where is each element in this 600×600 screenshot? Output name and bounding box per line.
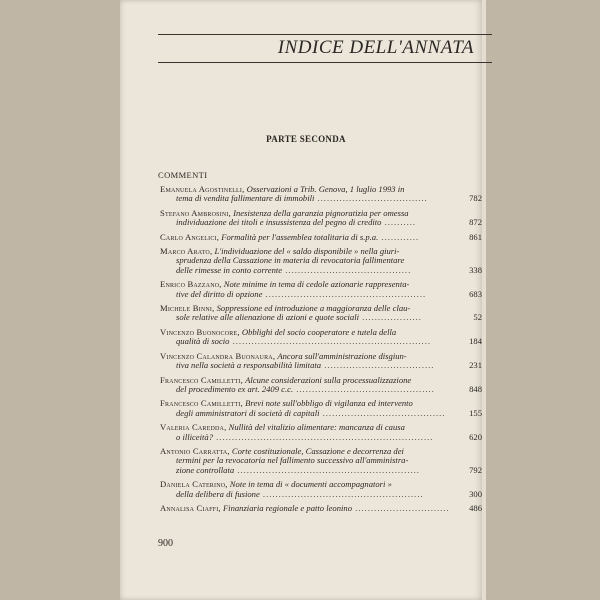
index-entry (160, 423, 482, 442)
entry-author: Stefano Ambrosini, (160, 208, 231, 218)
entry-first-line (160, 304, 456, 313)
entry-author: Marco Arato, (160, 247, 213, 257)
entry-title-continuation: qualità di socio (176, 337, 230, 347)
entry-title-continuation: o illiceità? (176, 432, 213, 442)
leader-dots: .......................................................... (234, 465, 420, 475)
index-entry (160, 233, 482, 242)
entry-page-number: 683 (469, 288, 482, 299)
entry-page-number: 338 (469, 264, 482, 275)
leader-dots: .............................. (352, 503, 450, 513)
entry-author: Enrico Bazzano, (160, 280, 222, 290)
entry-author: Daniela Caterino, (160, 480, 228, 490)
entry-author: Valeria Caredda, (160, 423, 227, 433)
header-rule-bottom (158, 62, 492, 63)
entry-continuation-line (160, 433, 456, 442)
entry-page-number: 782 (469, 193, 482, 204)
index-entry (160, 480, 482, 499)
entry-first-line (160, 447, 456, 456)
entry-continuation-line (160, 194, 456, 203)
leader-dots: .......... (381, 218, 417, 228)
entry-title-continuation: tema di vendita fallimentare di immobili (176, 194, 315, 204)
entry-page-number: 300 (469, 488, 482, 499)
leader-dots: ................................................... (259, 489, 424, 499)
entry-title-continuation: degli amministratori di società di capitali (176, 408, 320, 418)
entry-page-number: 620 (469, 431, 482, 442)
entry-continuation-line (160, 361, 456, 370)
entry-continuation-line (160, 490, 456, 499)
running-head: INDICE DELL'ANNATA (277, 37, 474, 58)
entry-title: Note minime in tema di cedole azionarie rappresenta- (223, 280, 410, 290)
header-rule-top (158, 34, 492, 35)
leader-dots: ................................... (321, 361, 435, 371)
entry-title: Brevi note sull'obbligo di vigilanza ed intervento (245, 399, 413, 409)
entry-page-number: 486 (469, 502, 482, 513)
entry-author: Francesco Camilletti, (160, 375, 244, 385)
entry-continuation-line (160, 266, 456, 275)
entry-page-number: 872 (469, 217, 482, 228)
leader-dots: ....................................... (319, 408, 446, 418)
entry-first-line (160, 185, 456, 194)
entry-first-line (160, 504, 456, 513)
entry-title-continuation: termini per la revocatoria nel fallimento successivo all'amministra- (176, 456, 409, 466)
entry-page-number: 231 (469, 360, 482, 371)
index-entry (160, 247, 482, 275)
entry-title: Nullità del vitalizio alimentare: mancanza di causa (228, 423, 405, 433)
entry-continuation-line (160, 385, 456, 394)
entry-title: Soppressione ed introduzione a maggioranza delle clau- (216, 304, 411, 314)
entry-title-continuation: delle rimesse in conto corrente (176, 265, 283, 275)
entry-page-number: 861 (469, 231, 482, 242)
entry-first-line (160, 280, 456, 289)
entry-page-number: 792 (469, 464, 482, 475)
entry-author: Annalisa Ciaffi, (160, 503, 221, 513)
entry-author: Francesco Camilletti, (160, 399, 244, 409)
entry-title: Formalità per l'assemblea totalitaria di s.p.a. (221, 232, 379, 242)
entry-continuation-line (160, 218, 456, 227)
entry-continuation-line (160, 290, 456, 299)
entry-title-tail: in (397, 185, 405, 194)
index-entry (160, 504, 482, 513)
entry-continuation-line (160, 456, 456, 465)
index-entry (160, 447, 482, 475)
leader-dots: ........................................ (282, 265, 412, 275)
leader-dots: ............................................................... (229, 337, 431, 347)
entry-continuation-line (160, 466, 456, 475)
leader-dots: ................................... (314, 194, 428, 204)
entry-page-number: 848 (469, 383, 482, 394)
entry-title-continuation: sprudenza della Cassazione in materia di revocatoria fallimentare (176, 256, 405, 266)
entry-title-continuation: tive del diritto di opzione (176, 289, 263, 299)
book-page (120, 0, 482, 600)
entry-continuation-line (160, 256, 456, 265)
part-title: PARTE SECONDA (266, 134, 346, 144)
entry-continuation-line (160, 409, 456, 418)
entry-first-line (160, 233, 456, 242)
entry-title-continuation: tiva nella società a responsabilità limitata (176, 361, 322, 371)
entry-title: Inesistenza della garanzia pignoratizia per omessa (233, 208, 409, 218)
entry-title: Osservazioni a Trib. Genova, 1 luglio 1993 (246, 185, 396, 194)
leader-dots: ............................................ (293, 384, 435, 394)
entry-page-number: 155 (469, 407, 482, 418)
entry-title-continuation: individuazione dei titoli e insussistenza del pegno di credito (176, 218, 382, 228)
page-edge (482, 0, 486, 600)
entry-title: Ancora sull'amministrazione disgiun- (277, 351, 407, 361)
entry-page-number: 52 (473, 312, 482, 323)
entry-first-line (160, 352, 456, 361)
entry-title: Corte costituzionale, Cassazione e decorrenza dei (231, 446, 404, 456)
index-entry (160, 209, 482, 228)
entry-title: Obblighi del socio cooperatore e tutela della (241, 327, 397, 337)
entry-author: Emanuela Agostinelli, (160, 185, 245, 194)
index-entry (160, 304, 482, 323)
entry-title-continuation: zione controllata (176, 465, 235, 475)
leader-dots: ................................................... (262, 289, 427, 299)
entry-author: Vincenzo Calandra Buonaura, (160, 351, 276, 361)
section-label: COMMENTI (158, 170, 208, 180)
entry-title: L'individuazione del « saldo disponibile » nella giuri- (214, 247, 400, 257)
entry-title-continuation: sole relative alle alienazione di azioni e quote sociali (176, 313, 359, 323)
index-entry (160, 352, 482, 371)
entry-first-line (160, 247, 456, 256)
index-entry (160, 376, 482, 395)
entry-author: Carlo Angelici, (160, 232, 220, 242)
entry-title: Alcune considerazioni sulla processualizzazione (245, 375, 412, 385)
index-entry (160, 185, 482, 204)
entry-title-continuation: del procedimento ex art. 2409 c.c. (176, 384, 294, 394)
index-entries (160, 185, 482, 518)
entry-title-continuation: della delibera di fusione (176, 489, 260, 499)
entry-first-line (160, 399, 456, 408)
index-entry (160, 399, 482, 418)
entry-author: Antonio Carratta, (160, 446, 230, 456)
entry-author: Michele Binni, (160, 304, 215, 314)
entry-first-line (160, 376, 456, 385)
page-number: 900 (158, 538, 173, 549)
entry-continuation-line (160, 337, 456, 346)
leader-dots: ................... (358, 313, 422, 323)
entry-page-number: 184 (469, 336, 482, 347)
entry-title: Note in tema di « documenti accompagnatori » (229, 480, 392, 490)
index-entry (160, 328, 482, 347)
leader-dots: ..................................................................... (213, 432, 434, 442)
leader-dots: ............ (378, 232, 420, 242)
entry-title: Finanziaria regionale e patto leonino (222, 503, 352, 513)
entry-first-line (160, 423, 456, 432)
entry-author: Vincenzo Buonocore, (160, 327, 240, 337)
index-entry (160, 280, 482, 299)
entry-continuation-line (160, 313, 456, 322)
entry-first-line (160, 328, 456, 337)
entry-first-line (160, 209, 456, 218)
entry-first-line (160, 480, 456, 489)
